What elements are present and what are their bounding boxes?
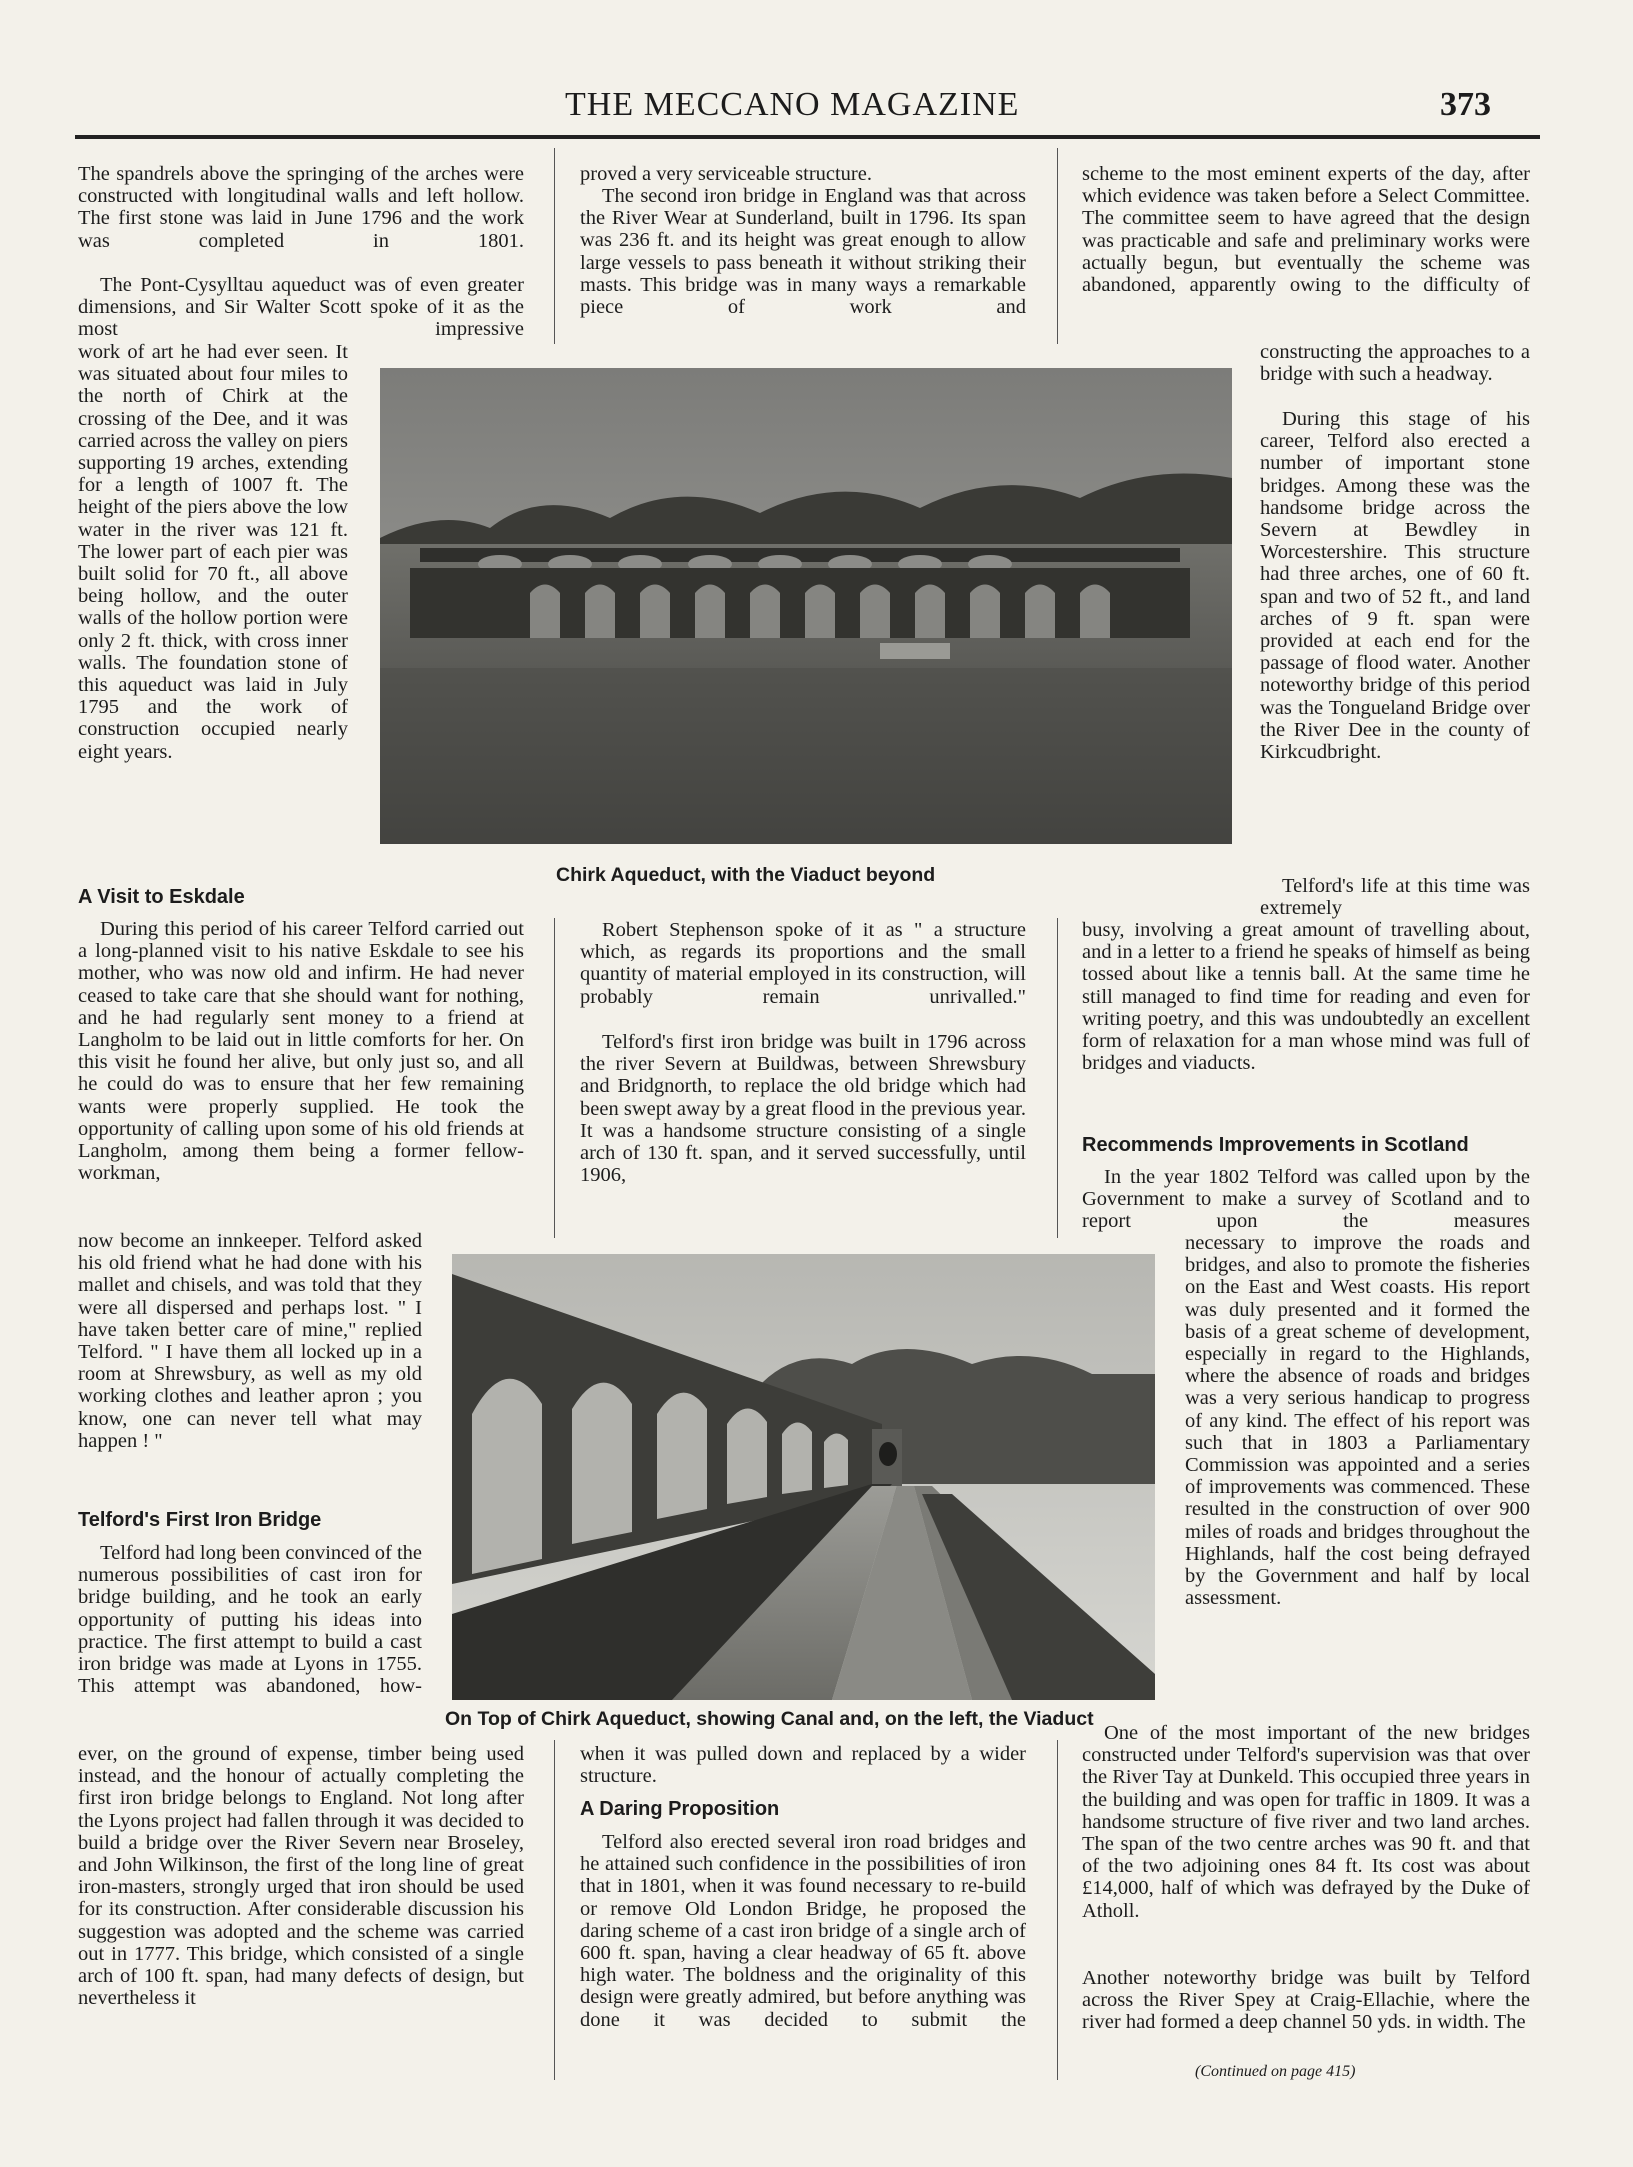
column2-paragraph: Robert Stephenson spoke of it as " a structure which, as regards its proportions and the small quantity of material employed in its construction, will probably remain unrivalled." xyxy=(580,919,1026,1008)
column3-paragraph: In the year 1802 Telford was called upon by the Government to make a survey of Scotland and to report upon the measures xyxy=(1082,1166,1530,1233)
column-rule xyxy=(554,918,555,1238)
magazine-title: THE MECCANO MAGAZINE xyxy=(565,86,1020,123)
column1-paragraph: work of art he had ever seen. It was situated about four miles to the north of Chirk at the crossing of the Dee, and it was carried across the valley on piers supporting 19 arches, extending for a length of 1007 ft. The height of the piers above the low water in the river was 121 ft. The lower part of each pier was built solid for 70 ft., all above being hollow, and the outer walls of the hollow portion were only 2 ft. thick, with cross inner walls. The foundation stone of this aqueduct was laid in July 1795 and the work of construction occupied nearly eight years. xyxy=(78,341,348,763)
column1-paragraph: ever, on the ground of expense, timber being used instead, and the honour of actually completing the first iron bridge belongs to England. Not long after the Lyons project had fallen through it was decided to build a bridge over the River Severn near Broseley, and John Wilkinson, the first of the long line of great iron-masters, strongly urged that iron should be used for its construction. After considerable discussion his suggestion was adopted and the scheme was carried out in 1777. This bridge, which consisted of a single arch of 100 ft. span, had many defects of design, but nevertheless it xyxy=(78,1743,524,2010)
canal-photo xyxy=(452,1254,1155,1700)
column1-paragraph: The spandrels above the springing of the arches were constructed with longitudinal walls and left hollow. The first stone was laid in June 1796 and the work was completed in 1801. xyxy=(78,163,524,252)
section-heading-visit-to-eskdale: A Visit to Eskdale xyxy=(78,886,245,908)
column2-paragraph: Telford's first iron bridge was built in 1796 across the river Severn at Buildwas, between Shrewsbury and Bridgnorth, to replace the old bridge which had been swept away by a great flood in the previous year. It was a handsome structure consisting of a single arch of 130 ft. span, and it served successfully, until 1906, xyxy=(580,1031,1026,1187)
photo-caption: On Top of Chirk Aqueduct, showing Canal and, on the left, the Viaduct xyxy=(445,1708,1094,1730)
column3-paragraph: constructing the approaches to a bridge with such a headway. xyxy=(1260,341,1530,386)
aqueduct-photo xyxy=(380,368,1232,844)
column-rule xyxy=(1057,148,1058,344)
continued-note: (Continued on page 415) xyxy=(1195,2063,1356,2080)
column1-paragraph: The Pont-Cysylltau aqueduct was of even greater dimensions, and Sir Walter Scott spoke of it as the most impressive xyxy=(78,274,524,341)
photo-caption: Chirk Aqueduct, with the Viaduct beyond xyxy=(556,864,936,886)
column3-paragraph: During this stage of his career, Telford also erected a number of important stone bridges. Among these was the handsome bridge across the Severn at Bewdley in Worcestershire. This structure had three arches, one of 60 ft. span and two of 52 ft., and land arches of 9 ft. span were provided at each end for the passage of flood water. Another noteworthy bridge of this period was the Tongueland Bridge over the River Dee in the county of Kirkcudbright. xyxy=(1260,408,1530,764)
column-rule xyxy=(1057,1740,1058,2080)
column3-paragraph: busy, involving a great amount of travelling about, and in a letter to a friend he speaks of himself as being tossed about like a tennis ball. At the same time he still managed to find time for reading and even for writing poetry, and this was undoubtedly an excellent form of relaxation for a man whose mind was full of bridges and viaducts. xyxy=(1082,919,1530,1075)
column2-paragraph: proved a very serviceable structure. xyxy=(580,163,872,185)
page-number: 373 xyxy=(1440,86,1491,123)
column1-paragraph: now become an innkeeper. Telford asked his old friend what he had done with his mallet and chisels, and was told that they were all dispersed and perhaps lost. " I have taken better care of mine," replied Telford. " I have them all locked up in a room at Shrewsbury, as well as my old working clothes and leather apron ; you know, one can never tell what may happen ! " xyxy=(78,1230,422,1452)
column3-paragraph: One of the most important of the new bridges constructed under Telford's supervision was that over the River Tay at Dunkeld. This occupied three years in the building and was open for traffic in 1809. It was a handsome structure of five river and two land arches. The span of the two centre arches was 90 ft. and that of the two adjoining ones 84 ft. Its cost was about £14,000, half of which was defrayed by the Duke of Atholl. xyxy=(1082,1722,1530,1922)
section-heading-daring-proposition: A Daring Proposition xyxy=(580,1798,780,1820)
column3-paragraph: scheme to the most eminent experts of the day, after which evidence was taken before a Select Committee. The committee seem to have agreed that the design was practicable and safe and preliminary works were actually begun, but eventually the scheme was abandoned, apparently owing to the difficulty of xyxy=(1082,163,1530,297)
section-heading-first-iron-bridge: Telford's First Iron Bridge xyxy=(78,1509,322,1531)
column2-paragraph: Telford also erected several iron road bridges and he attained such confidence in the possibilities of iron that in 1801, when it was found necessary to re-build or remove Old London Bridge, he proposed the daring scheme of a cast iron bridge of a single arch of 600 ft. span, having a clear headway of 65 ft. above high water. The boldness and the originality of this design were greatly admired, but before anything was done it was decided to submit the xyxy=(580,1831,1026,2031)
section-heading-scotland: Recommends Improvements in Scotland xyxy=(1082,1134,1469,1156)
column2-paragraph: when it was pulled down and replaced by a wider structure. xyxy=(580,1743,1026,1788)
column-rule xyxy=(554,1740,555,2080)
column1-paragraph: Telford had long been convinced of the numerous possibilities of cast iron for bridge building, and he took an early opportunity of putting his ideas into practice. The first attempt to build a cast iron bridge was made at Lyons in 1755. This attempt was abandoned, how- xyxy=(78,1542,422,1698)
column3-paragraph: necessary to improve the roads and bridges, and also to promote the fisheries on the East and West coasts. His report was duly presented and it formed the basis of a great scheme of development, especially in regard to the Highlands, where the absence of roads and bridges was a very serious handicap to progress of any kind. The effect of his report was such that in 1803 a Parliamentary Commission was appointed and a series of improvements was commenced. These resulted in the construction of over 900 miles of roads and bridges throughout the Highlands, half the cost being defrayed by the Government and half by local assessment. xyxy=(1185,1232,1530,1610)
column-rule xyxy=(1057,918,1058,1238)
header-rule xyxy=(75,135,1540,139)
column3-paragraph: Another noteworthy bridge was built by Telford across the River Spey at Craig-Ellachie, where the river had formed a deep channel 50 yds. in width. The xyxy=(1082,1967,1530,2034)
column1-paragraph: During this period of his career Telford carried out a long-planned visit to his native Eskdale to see his mother, who was now old and infirm. He had never ceased to take care that she should want for nothing, and he had regularly sent money to a friend at Langholm to be laid out in little comforts for her. On this visit he found her alive, but only just so, and all he could do was to ensure that her few remaining wants were properly supplied. He took the opportunity of calling upon some of his old friends at Langholm, among them being a former fellow-workman, xyxy=(78,918,524,1185)
column-rule xyxy=(554,148,555,344)
column2-paragraph: The second iron bridge in England was that across the River Wear at Sunderland, built in 1796. Its span was 236 ft. and its height was great enough to allow large vessels to pass beneath it without striking their masts. This bridge was in many ways a remarkable piece of work and xyxy=(580,185,1026,319)
column3-paragraph: Telford's life at this time was extremely xyxy=(1260,875,1530,920)
